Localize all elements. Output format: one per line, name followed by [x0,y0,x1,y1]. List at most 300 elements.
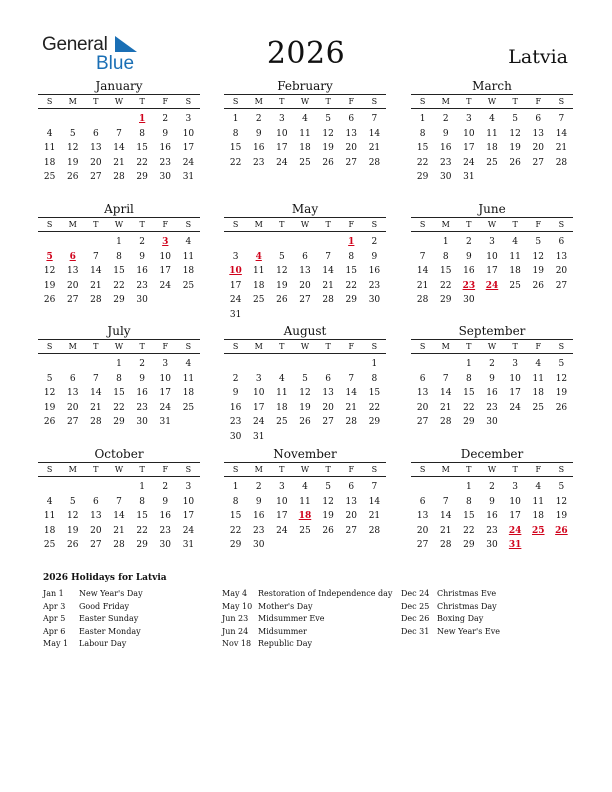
day-cell: 4 [278,373,285,384]
day-cell: 11 [299,128,311,139]
day-cell: 26 [322,157,334,168]
day-cell: 6 [348,482,355,492]
empty-cell [293,357,316,372]
day-cell: 2 [255,482,262,492]
weekday-label: S [232,342,239,351]
day-cell: 5 [325,114,331,124]
day-cell: 23 [439,157,452,168]
day-cell: 19 [43,280,56,291]
day-grid [38,112,200,185]
day-cell: 2 [489,359,495,369]
holiday-entry [222,613,392,626]
holiday-date: Apr 5 [43,614,66,623]
day-cell: 24 [252,417,265,427]
day-cell: 9 [139,373,145,384]
day-cell: 9 [489,496,495,507]
day-cell: 30 [136,417,148,427]
holiday-date: Jan 1 [43,589,64,598]
day-cell: 11 [486,128,498,139]
weekday-label: T [466,342,472,351]
weekday-label: M [68,97,77,106]
day-cell: 10 [159,251,171,262]
day-cell: 7 [116,128,122,139]
day-cell: 21 [439,525,452,536]
day-cell: 12 [555,373,568,384]
empty-cell [434,480,457,495]
day-cell: 17 [509,388,521,398]
day-cell: 8 [348,251,355,262]
empty-cell [317,235,340,250]
empty-cell [107,112,130,127]
day-cell: 23 [486,402,498,413]
day-cell: 3 [185,114,192,124]
day-cell: 10 [182,496,195,507]
empty-cell [84,235,107,250]
holiday-date: May 10 [222,601,253,611]
weekday-label: F [162,342,169,351]
weekday-label: F [348,97,355,106]
day-cell: 26 [43,295,56,305]
day-cell: 21 [368,511,381,521]
day-cell: 22 [439,280,452,291]
day-cell: 12 [322,128,334,139]
day-cell: 22 [345,280,357,291]
day-cell: 11 [182,251,195,262]
day-cell: 24 [159,402,171,413]
day-cell: 11 [182,373,195,384]
empty-cell [61,112,84,127]
day-cell: 18 [182,388,195,398]
day-cell: 17 [463,143,475,153]
day-cell: 3 [162,359,169,369]
day-cell: 30 [439,172,452,182]
day-cell: 20 [416,525,429,536]
day-cell: 8 [442,251,449,262]
day-cell: 8 [139,128,145,139]
day-cell: 7 [92,251,99,262]
day-cell: 28 [90,295,102,305]
weekday-label: S [46,342,53,351]
day-cell: 3 [278,114,285,124]
weekday-label: S [46,465,53,474]
day-cell: 15 [345,266,357,276]
weekday-header [224,339,386,354]
day-cell: 8 [419,128,426,139]
day-cell: 9 [232,388,239,398]
day-cell: 1 [232,482,239,492]
day-cell: 29 [463,540,475,550]
day-cell: 6 [302,251,308,262]
day-cell: 14 [113,143,125,153]
day-cell: 28 [113,172,125,182]
holiday-entry [43,601,143,614]
day-cell: 25 [43,540,56,550]
weekday-label: F [348,342,355,351]
day-cell: 31 [182,172,195,182]
day-cell: 22 [113,280,125,291]
day-cell: 23 [136,402,148,413]
day-cell: 21 [416,280,429,291]
holiday-name: Good Friday [79,601,130,611]
day-cell: 16 [159,143,171,153]
weekday-header [224,217,386,232]
holiday-day: 23 [462,280,476,291]
holiday-date: Nov 18 [222,639,252,648]
day-cell: 25 [182,402,195,413]
day-cell: 31 [463,172,475,182]
day-cell: 28 [90,417,102,427]
day-cell: 12 [509,128,521,139]
weekday-label: F [162,220,169,229]
day-cell: 8 [139,496,145,507]
day-cell: 4 [489,114,495,124]
holiday-day: 1 [139,114,146,124]
day-cell: 18 [276,402,288,413]
day-cell: 5 [46,373,53,384]
day-cell: 17 [276,143,288,153]
day-cell: 5 [278,251,285,262]
day-cell: 20 [416,402,429,413]
holiday-entry [222,626,392,639]
day-cell: 27 [416,540,429,550]
day-cell: 2 [139,359,145,369]
weekday-label: W [487,97,497,106]
weekday-label: S [371,97,378,106]
holiday-day: 5 [46,251,53,262]
day-cell: 22 [463,402,475,413]
day-cell: 4 [46,496,53,507]
empty-cell [434,357,457,372]
day-cell: 10 [276,496,288,507]
empty-cell [107,480,130,495]
day-cell: 5 [535,237,542,247]
day-cell: 3 [255,373,262,384]
day-cell: 11 [43,143,56,153]
day-cell: 30 [368,295,381,305]
day-cell: 20 [532,143,544,153]
weekday-label: W [487,220,497,229]
day-cell: 13 [345,128,357,139]
day-grid [411,480,573,553]
day-cell: 11 [532,373,544,384]
day-cell: 24 [159,280,171,291]
weekday-header [38,462,200,477]
weekday-label: S [232,97,239,106]
day-cell: 27 [299,295,311,305]
holiday-date: Dec 25 [401,601,430,611]
day-cell: 19 [66,157,79,168]
weekday-label: T [512,465,518,474]
holiday-date: May 1 [43,639,69,648]
empty-cell [224,357,247,372]
empty-cell [38,235,61,250]
day-cell: 24 [182,525,195,536]
weekday-label: T [466,465,472,474]
day-cell: 5 [69,496,76,507]
day-cell: 12 [66,511,79,521]
day-cell: 1 [465,482,472,492]
day-cell: 16 [136,388,148,398]
day-cell: 10 [509,373,521,384]
day-cell: 29 [416,172,429,182]
empty-cell [270,235,293,250]
holiday-day: 6 [69,251,76,262]
day-cell: 18 [532,511,544,521]
day-cell: 5 [69,128,76,139]
weekday-label: M [441,342,450,351]
day-cell: 21 [439,402,452,413]
day-grid [224,112,386,170]
weekday-label: S [558,465,565,474]
day-cell: 26 [509,157,521,168]
day-cell: 1 [442,237,449,247]
day-cell: 19 [532,266,544,276]
day-cell: 14 [416,266,429,276]
weekday-label: S [419,220,426,229]
day-cell: 18 [486,143,498,153]
day-cell: 3 [465,114,472,124]
day-cell: 18 [252,280,265,291]
day-cell: 7 [325,251,331,262]
holiday-name: Midsummer Eve [258,614,325,623]
day-cell: 11 [43,511,56,521]
weekday-label: M [68,342,77,351]
brand-word-general: General [42,34,108,55]
day-cell: 28 [439,540,452,550]
empty-cell [293,235,316,250]
day-cell: 16 [159,511,171,521]
day-cell: 8 [116,251,122,262]
day-cell: 24 [229,295,242,305]
day-cell: 31 [229,309,242,320]
holiday-date: Dec 24 [401,589,430,598]
holiday-day: 31 [508,540,522,550]
day-cell: 24 [276,157,288,168]
weekday-header [38,339,200,354]
weekday-label: W [300,97,310,106]
weekday-label: M [254,342,263,351]
day-cell: 7 [116,496,122,507]
day-cell: 17 [252,402,265,413]
weekday-label: S [558,220,565,229]
month-title: March [472,79,512,93]
day-cell: 29 [439,295,452,305]
weekday-label: S [46,220,53,229]
holiday-date: Apr 6 [43,626,66,636]
day-cell: 23 [159,525,171,536]
day-cell: 2 [162,114,169,124]
day-cell: 20 [345,511,357,521]
day-cell: 14 [368,496,381,507]
day-cell: 22 [229,525,242,536]
month-september [411,324,573,430]
month-march [411,79,573,185]
holiday-entry [401,613,500,626]
weekday-label: T [325,220,331,229]
weekday-label: F [535,220,542,229]
day-cell: 15 [463,388,475,398]
weekday-label: T [139,342,145,351]
day-cell: 14 [345,388,357,398]
empty-cell [38,480,61,495]
day-grid [224,235,386,322]
day-cell: 22 [229,157,242,168]
holiday-entry [401,588,500,601]
day-cell: 28 [322,295,334,305]
day-cell: 28 [555,157,568,168]
weekday-label: S [185,342,192,351]
day-cell: 14 [439,388,452,398]
day-cell: 4 [185,359,192,369]
day-cell: 7 [558,114,565,124]
day-cell: 5 [558,359,565,369]
day-cell: 5 [325,482,331,492]
day-cell: 6 [69,373,76,384]
holiday-column [222,588,392,651]
weekday-label: S [419,465,426,474]
day-grid [38,480,200,553]
day-cell: 18 [182,266,195,276]
day-cell: 25 [276,417,288,427]
day-cell: 29 [113,417,125,427]
day-cell: 25 [486,157,498,168]
day-cell: 19 [322,143,334,153]
weekday-label: T [139,465,145,474]
day-cell: 20 [345,143,357,153]
day-cell: 27 [322,417,334,427]
day-cell: 17 [159,266,171,276]
day-cell: 22 [368,402,381,413]
day-cell: 26 [66,172,79,182]
day-cell: 25 [299,157,311,168]
day-cell: 22 [136,525,148,536]
day-cell: 3 [278,482,285,492]
weekday-label: M [441,220,450,229]
day-cell: 13 [66,266,79,276]
empty-cell [411,235,434,250]
day-cell: 26 [66,540,79,550]
day-cell: 27 [345,525,357,536]
month-august [224,324,386,444]
day-cell: 29 [368,417,381,427]
day-cell: 11 [532,496,544,507]
holiday-name: Boxing Day [437,614,484,623]
day-cell: 16 [229,402,242,413]
day-cell: 11 [276,388,288,398]
day-cell: 17 [182,143,195,153]
day-cell: 4 [302,114,308,124]
weekday-label: W [114,342,124,351]
weekday-label: M [441,465,450,474]
day-cell: 6 [419,373,426,384]
holiday-name: New Year's Day [79,589,143,598]
day-cell: 19 [555,388,568,398]
holiday-day: 3 [162,237,169,247]
day-cell: 13 [299,266,311,276]
day-cell: 21 [555,143,568,153]
holiday-name: Christmas Eve [437,589,497,598]
holiday-name: Mother's Day [258,601,313,611]
weekday-label: S [185,465,192,474]
day-cell: 16 [463,266,475,276]
day-cell: 4 [46,128,53,139]
day-cell: 26 [322,525,334,536]
day-cell: 4 [535,482,542,492]
empty-cell [247,235,270,250]
empty-cell [38,357,61,372]
day-cell: 10 [276,128,288,139]
day-cell: 16 [486,511,498,521]
day-cell: 1 [465,359,472,369]
day-cell: 16 [136,266,148,276]
day-cell: 19 [509,143,521,153]
day-cell: 7 [371,114,378,124]
day-cell: 14 [439,511,452,521]
day-cell: 6 [535,114,542,124]
day-cell: 17 [509,511,521,521]
day-cell: 9 [162,496,169,507]
day-cell: 9 [162,128,169,139]
day-cell: 15 [136,143,148,153]
day-cell: 3 [512,359,518,369]
month-november [224,447,386,553]
weekday-label: T [139,220,145,229]
day-cell: 23 [159,157,171,168]
weekday-label: M [254,220,263,229]
day-cell: 28 [416,295,429,305]
empty-cell [411,357,434,372]
holiday-day: 4 [255,251,262,262]
day-cell: 8 [465,496,472,507]
month-title: May [291,202,319,216]
holiday-name: Labour Day [79,639,127,648]
day-cell: 11 [252,266,265,276]
day-cell: 2 [255,114,262,124]
day-cell: 7 [348,373,355,384]
day-cell: 19 [299,402,311,413]
day-cell: 16 [486,388,498,398]
holiday-day: 10 [229,266,242,276]
weekday-header [411,339,573,354]
day-cell: 27 [532,157,544,168]
day-cell: 21 [90,280,102,291]
day-cell: 8 [465,373,472,384]
weekday-label: T [466,97,472,106]
day-cell: 29 [113,295,125,305]
day-cell: 9 [139,251,145,262]
day-cell: 7 [419,251,426,262]
weekday-label: F [348,465,355,474]
day-cell: 22 [463,525,475,536]
day-cell: 31 [252,431,265,442]
empty-cell [270,357,293,372]
empty-cell [224,235,247,250]
day-cell: 2 [232,373,239,384]
weekday-label: T [512,97,518,106]
day-cell: 27 [555,280,568,291]
day-cell: 19 [322,511,334,521]
day-cell: 23 [368,280,381,291]
weekday-label: F [535,342,542,351]
day-cell: 19 [555,511,568,521]
holiday-date: Apr 3 [43,601,66,611]
month-title: August [283,324,327,338]
day-cell: 5 [302,373,308,384]
holiday-date: Jun 23 [222,614,249,623]
day-cell: 30 [159,172,171,182]
day-cell: 22 [136,157,148,168]
day-cell: 17 [486,266,498,276]
